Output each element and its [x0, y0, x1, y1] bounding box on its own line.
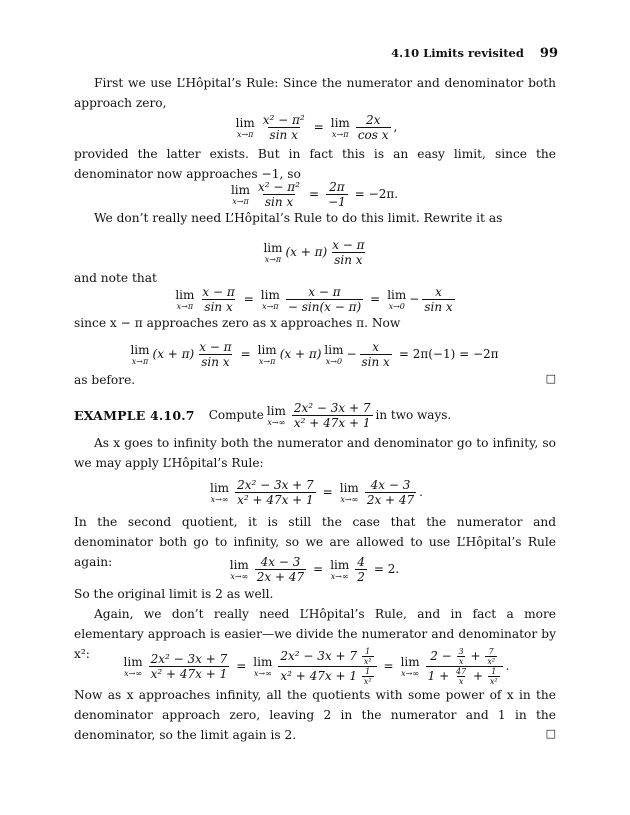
running-header: [391, 46, 558, 61]
paragraph-6: as before.: [74, 373, 136, 387]
qed-box-1: □: [545, 372, 556, 385]
paragraph-4: and note that: [74, 271, 157, 285]
example-label: EXAMPLE 4.10.7: [74, 407, 195, 423]
page-number: 99: [539, 46, 558, 61]
paragraph-1: First we use L’Hôpital’s Rule: Since the numerator and denominator both approach zero,: [74, 76, 556, 110]
equation-3: lim x→π (x + π) $\frac{x - \pi}{\text{sin x}}$: [263, 237, 365, 267]
equation-1: lim x→π $\frac{\text{x² − π²}}{\text{sin x}}$ = lim x→π $\frac{2x}{\text{cos x}}$ ,: [235, 112, 398, 142]
paragraph-8: In the second quotient, it is still the case that the numerator and denominator both go to infinity, so we are allowed to use L’Hôpital’s Rule again:: [74, 515, 556, 569]
equation-4: lim x→π $\frac{x - \pi}{\text{sin x}}$ = lim x→π $\frac{x - \pi}{- \sin(x - \pi)}$ = lim x→0 − $\frac{x}{\text{sin x}}$: [175, 284, 453, 314]
paragraph-11: Now as x approaches infinity, all the quotients with some power of x in the denominator approach zero, leaving 2 in the numerator and 1 in the denominator, so the limit again is 2.: [74, 688, 556, 742]
paragraph-9: So the original limit is 2 as well.: [74, 587, 274, 601]
equation-2: lim x→π $\frac{\text{x² − π²}}{\text{sin x}}$ = $\frac{2\pi}{-1}$ = −2π.: [230, 179, 399, 209]
qed-box-2: □: [545, 727, 556, 740]
limit-operator: lim x→π: [330, 115, 350, 139]
paragraph-5: since x − π approaches zero as x approaches π. Now: [74, 316, 401, 330]
equation-7: lim x→∞ $\frac{4x - 3}{2x + 47}$ = lim x→∞ $\frac{4}{2}$ = 2.: [229, 554, 400, 584]
fraction: $\frac{\text{x² − π²}}{\text{sin x}}$: [262, 112, 305, 142]
paragraph-2: provided the latter exists. But in fact this is an easy limit, since the denominator now approaches −1, so: [74, 147, 556, 181]
paragraph-7: As x goes to infinity both the numerator and denominator go to infinity, so we may apply L’Hôpital’s Rule:: [74, 436, 556, 470]
equation-5: lim x→π (x + π) $\frac{x - \pi}{\text{sin x}}$ = lim x→π (x + π) lim x→0 − $\frac{x}{\text{sin x}}$ = 2π(−1) = −2π: [130, 339, 499, 369]
fraction: $\frac{2x}{\text{cos x}}$: [357, 112, 389, 142]
paragraph-3: We don’t really need L’Hôpital’s Rule to do this limit. Rewrite it as: [94, 211, 503, 225]
example-heading: EXAMPLE 4.10.7 Compute lim x→∞ $\frac{\text{2x² − 3x + 7}}{\text{x² + 47x + 1}}$ in two ways.: [74, 400, 452, 430]
limit-operator: lim x→π: [235, 115, 255, 139]
paragraph-10: Again, we don’t really need L’Hôpital’s Rule, and in fact a more elementary approach is easier—we divide the numerator and denominator by x²:: [74, 607, 556, 661]
equation-6: lim x→∞ $\frac{\text{2x² − 3x + 7}}{\text{x² + 47x + 1}}$ = lim x→∞ $\frac{4x - 3}{2x + 47}$ .: [210, 477, 423, 507]
equation-8: lim x→∞ $\frac{\text{2x² − 3x + 7}}{\text{x² + 47x + 1}}$ = lim x→∞ 2x² − 3x + 7 $\frac{1}{\text{x²}}$ x² + 47x + 1 $\frac{1}{\text{x²}}$ = lim x→∞ 2 − $\frac{3}{x}$ + $\frac{7}{\text{x²}}$ 1 + $\frac{47}{x}$ + $\frac{1}{\text{x²}}$ .: [123, 646, 510, 686]
section-title: 4.10 Limits revisited: [391, 46, 524, 60]
